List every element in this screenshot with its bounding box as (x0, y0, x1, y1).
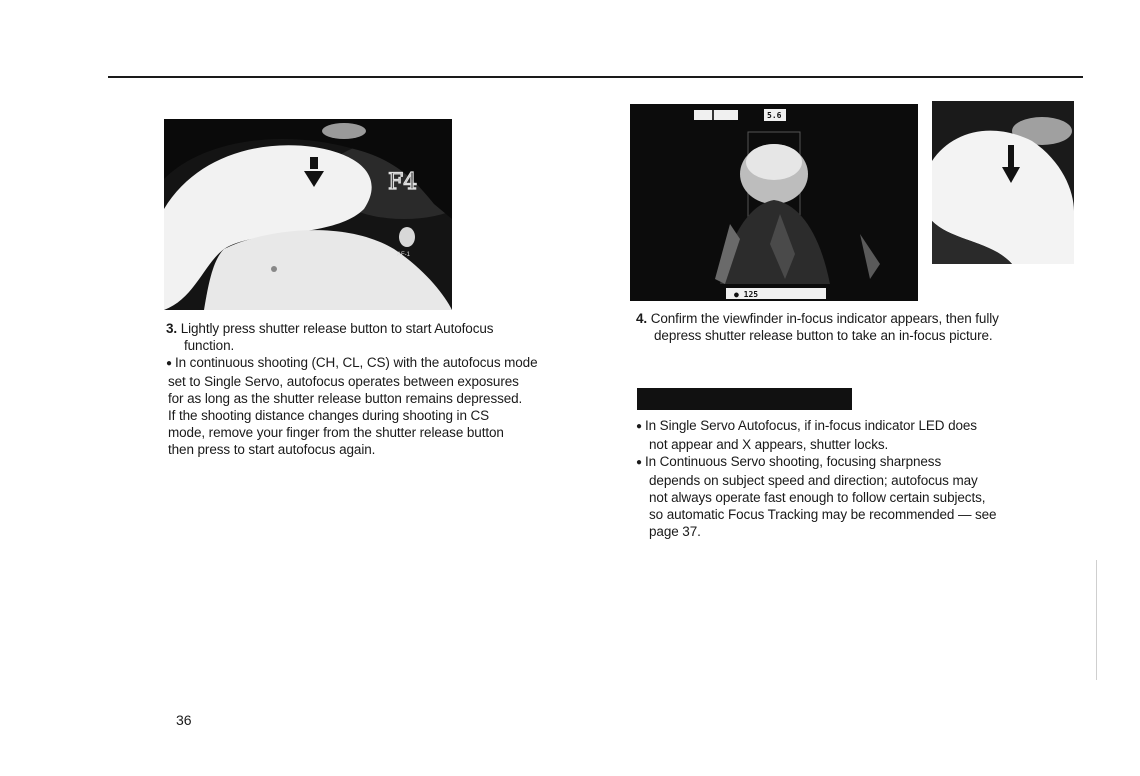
page-edge-line (1096, 560, 1097, 680)
camera-model-label: F4 (388, 170, 418, 195)
step3-bullet-line: If the shooting distance changes during shooting in CS (168, 408, 490, 423)
step3-bullet-line: for as long as the shutter release button remains depressed. (168, 391, 523, 406)
viewfinder-aperture: 5.6 (767, 111, 782, 120)
camera-shutter-photo (164, 119, 452, 310)
step4-text-cont: depress shutter release button to take an in-focus picture. (654, 328, 993, 343)
step3-bullet-line: ● In continuous shooting (CH, CL, CS) with the autofocus mode (166, 354, 606, 373)
finger-press-photo (932, 101, 1074, 264)
step3-text-cont: function. (184, 338, 235, 353)
note-header-bar (637, 388, 852, 410)
step4-number: 4. (636, 311, 648, 326)
step3-bullet-line: then press to start autofocus again. (168, 442, 376, 457)
step4-text: Confirm the viewfinder in-focus indicator appears, then fully (650, 311, 999, 326)
viewfinder-photo (630, 104, 918, 301)
step3-bullet-line: mode, remove your finger from the shutter release button (168, 425, 504, 440)
step4-instruction (636, 310, 1076, 327)
header-rule (108, 76, 1083, 78)
step3-instruction (166, 320, 606, 337)
step4-block (636, 310, 1076, 344)
step3-bullet-line: set to Single Servo, autofocus operates between exposures (168, 374, 519, 389)
step3-number: 3. (166, 321, 178, 336)
step3-block (166, 320, 606, 458)
af-mode-label: AF-1 (397, 252, 411, 258)
page-number: 36 (176, 712, 192, 728)
note-line: depends on subject speed and direction; autofocus may (649, 473, 978, 488)
note-line: not always operate fast enough to follow certain subjects, (649, 490, 986, 505)
note-line: so automatic Focus Tracking may be recommended — see (649, 507, 997, 522)
note-line: not appear and X appears, shutter locks. (649, 437, 889, 452)
note-line: ● In Single Servo Autofocus, if in-focus indicator LED does (636, 417, 1076, 436)
viewfinder-readout: ● 125 (734, 290, 759, 299)
note-line: ● In Continuous Servo shooting, focusing sharpness (636, 453, 1076, 472)
notes-block (636, 417, 1076, 540)
step3-text: Lightly press shutter release button to start Autofocus (180, 321, 494, 336)
note-line: page 37. (649, 524, 701, 539)
